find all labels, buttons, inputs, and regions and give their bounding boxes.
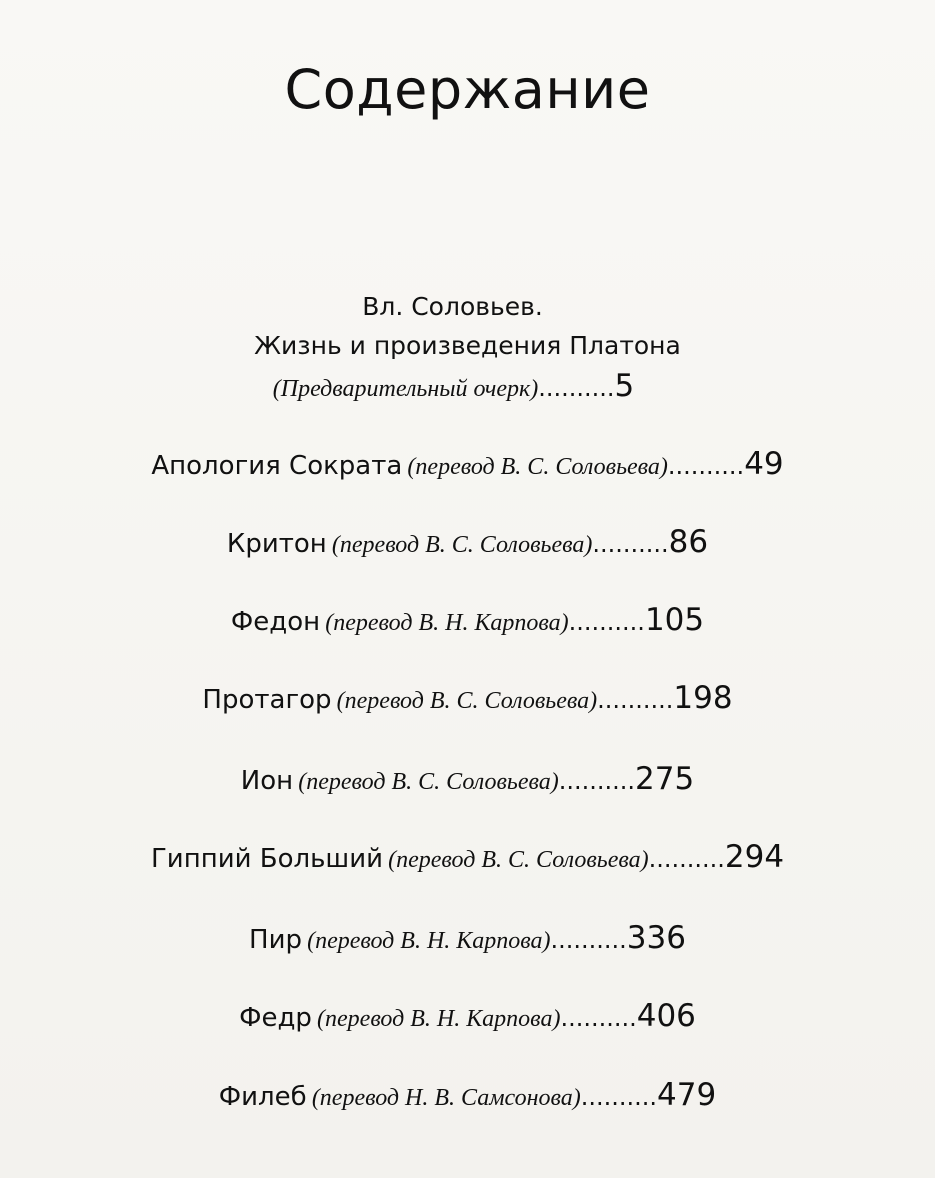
entry-translator: (перевод В. Н. Карпова): [307, 928, 551, 954]
entry-title: Ион: [240, 766, 294, 796]
toc-entry: [0, 602, 935, 638]
entry-title: Федр: [239, 1003, 312, 1033]
page-number: 105: [644, 602, 705, 638]
dot-leader: ..........: [592, 530, 669, 558]
page-number: 5: [614, 368, 635, 404]
entry-title: Пир: [249, 925, 302, 955]
entry-translator: (перевод Н. В. Самсонова): [311, 1085, 581, 1111]
toc-entry: [0, 1077, 935, 1113]
entry-title: Гиппий Больший: [150, 844, 384, 874]
entry-title: Филеб: [218, 1082, 307, 1112]
toc-entry: [0, 998, 935, 1034]
entry-translator: (перевод В. С. Соловьева): [336, 688, 598, 714]
entry-title: Протагор: [202, 685, 332, 715]
entry-title: Федон: [230, 607, 321, 637]
intro-author: [0, 292, 920, 321]
dot-leader: ..........: [560, 1004, 637, 1032]
intro-work-text: Жизнь и произведения Платона: [254, 331, 681, 360]
page-number: 336: [626, 920, 686, 956]
entry-translator: (перевод В. С. Соловьева): [298, 769, 559, 795]
toc-entry: [0, 446, 935, 482]
toc-entry: [0, 839, 935, 875]
entry-translator: (перевод В. С. Соловьева): [407, 454, 668, 480]
page-number: 479: [657, 1077, 717, 1113]
entry-translator: (перевод В. Н. Карпова): [317, 1006, 561, 1032]
dot-leader: ..........: [667, 452, 745, 480]
page-number: 198: [673, 680, 733, 716]
entry-translator: (перевод В. С. Соловьева): [388, 847, 649, 873]
page-number: 86: [668, 524, 709, 560]
toc-entry: [0, 524, 935, 560]
intro-author-text: Вл. Соловьев.: [362, 292, 543, 321]
page-number: 294: [724, 839, 785, 875]
dot-leader: ..........: [568, 608, 645, 636]
dot-leader: ..........: [550, 926, 627, 954]
entry-translator: (перевод В. С. Соловьева): [331, 532, 593, 558]
entry-title: Критон: [226, 529, 327, 559]
dot-leader: ..........: [538, 374, 615, 402]
entry-title: Апология Сократа: [151, 451, 403, 481]
dot-leader: ..........: [648, 845, 725, 873]
dot-leader: ..........: [580, 1083, 658, 1111]
dot-leader: ..........: [597, 686, 674, 714]
intro-work: [0, 331, 935, 360]
toc-entry: [0, 761, 935, 797]
page-number: 49: [744, 446, 784, 482]
page-number: 406: [636, 998, 696, 1034]
entry-translator: (перевод В. Н. Карпова): [325, 610, 569, 636]
dot-leader: ..........: [558, 767, 636, 795]
page-title: Содержание: [284, 58, 651, 121]
toc-entry: [0, 920, 935, 956]
page-number: 275: [635, 761, 695, 797]
intro-subtitle: (Предварительный очерк): [272, 376, 539, 402]
toc-entry: [0, 680, 935, 716]
toc-entry-intro: [0, 368, 921, 404]
